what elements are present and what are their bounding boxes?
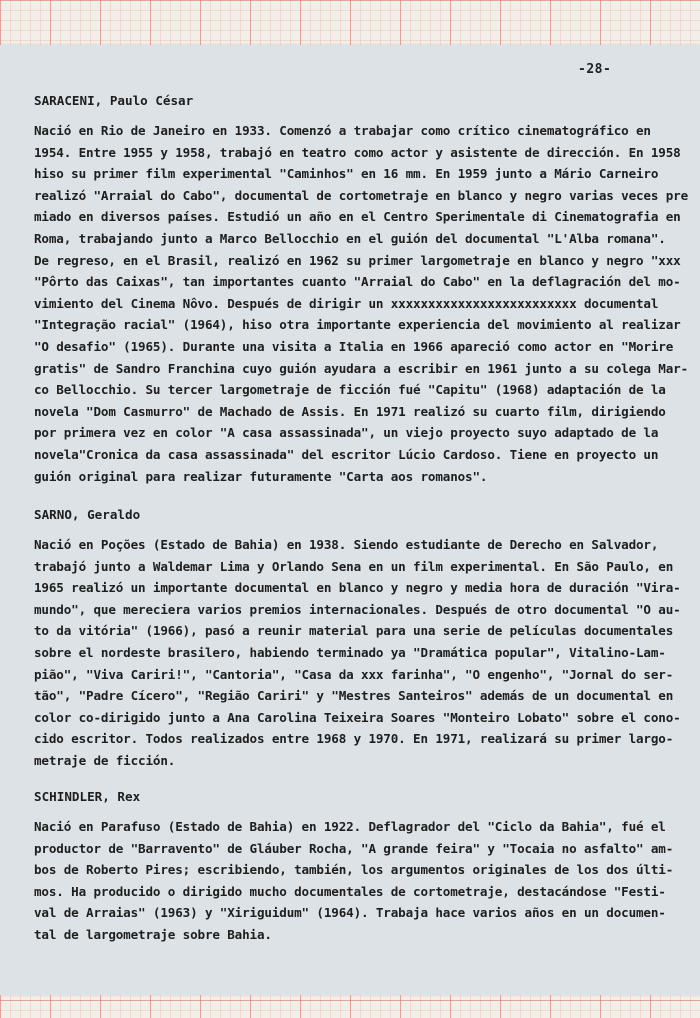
page-number: -28- <box>578 62 612 77</box>
entry-line: trabajó junto a Waldemar Lima y Orlando Sena en un film experimental. En São Paulo, en <box>34 558 674 574</box>
entry-line: pião", "Viva Cariri!", "Cantoria", "Casa da xxx farinha", "O engenho", "Jornal do ser- <box>34 666 674 682</box>
entry-line: Nació en Poções (Estado de Bahia) en 1938. Siendo estudiante de Derecho en Salvador, <box>34 537 659 552</box>
entry-line: tão", "Padre Cícero", "Região Cariri" y "Mestres Santeiros" además de un documental en <box>34 688 674 704</box>
entry-line: vimiento del Cinema Nôvo. Después de dirigir un xxxxxxxxxxxxxxxxxxxxxxxxx documental <box>34 295 659 311</box>
entry-line: Roma, trabajando junto a Marco Bellocchio en el guión del documental "L'Alba romana". <box>34 230 666 246</box>
entry-line: miado en diversos países. Estudió un año en el Centro Sperimentale di Cinematografia en <box>34 209 681 225</box>
entry-line: sobre el nordeste brasilero, habiendo terminado ya "Dramática popular", Vitalino-Lam- <box>34 644 666 660</box>
entry-line: Nació en Parafuso (Estado de Bahia) en 1922. Deflagrador del "Ciclo da Bahia", fué el <box>34 819 666 834</box>
entry-line: hiso su primer film experimental "Caminhos" en 16 mm. En 1959 junto a Mário Carneiro <box>34 166 659 182</box>
entry-name: SCHINDLER, Rex <box>34 789 141 804</box>
entry-line: 1965 realizó un importante documental en blanco y negro y media hora de duración "Vira- <box>34 580 681 596</box>
entry-line: bos de Roberto Pires; escribiendo, también, los argumentos originales de los dos últi- <box>34 862 674 878</box>
entry-line: 1954. Entre 1955 y 1958, trabajó en teatro como actor y asistente de dirección. En 1958 <box>34 144 681 160</box>
entry-line: guión original para realizar futuramente "Carta aos romanos". <box>34 468 488 484</box>
entry-schindler <box>34 786 690 946</box>
entry-line: "Integração racial" (1964), hiso otra importante experiencia del movimiento al realizar <box>34 317 681 333</box>
entry-line: co Bellocchio. Su tercer largometraje de ficción fué "Capitu" (1968) adaptación de la <box>34 382 666 398</box>
entry-line: De regreso, en el Brasil, realizó en 1962 su primer largometraje en blanco y negro "xxx <box>34 252 681 268</box>
entry-line: por primera vez en color "A casa assassinada", un viejo proyecto suyo adaptado de la <box>34 425 659 441</box>
entry-line: novela "Dom Casmurro" de Machado de Assis. En 1971 realizó su cuarto film, dirigiendo <box>34 403 666 419</box>
entry-line: cido escritor. Todos realizados entre 1968 y 1970. En 1971, realizará su primer largo- <box>34 731 674 747</box>
entry-line: metraje de ficción. <box>34 752 176 768</box>
entry-line: val de Arraias" (1963) y "Xiriguidum" (1964). Trabaja hace varios años en un documen- <box>34 905 666 921</box>
entry-sarno <box>34 504 690 772</box>
entry-line: tal de largometraje sobre Bahia. <box>34 926 272 942</box>
entry-line: color co-dirigido junto a Ana Carolina Teixeira Soares "Monteiro Lobato" sobre el cono- <box>34 709 681 725</box>
entry-line: realizó "Arraial do Cabo", documental de cortometraje en blanco y negro varias veces pre <box>34 187 689 203</box>
entry-line: mos. Ha producido o dirigido mucho documentales de cortometraje, destacándose "Festi- <box>34 883 666 899</box>
entry-name: SARNO, Geraldo <box>34 507 141 522</box>
entry-line: novela"Cronica da casa assassinada" del escritor Lúcio Cardoso. Tiene en proyecto un <box>34 446 659 462</box>
entry-line: "O desafio" (1965). Durante una visita a Italia en 1966 apareció como actor en "Morire <box>34 338 674 354</box>
entry-saraceni <box>34 90 690 487</box>
entry-line: "Pôrto das Caixas", tan importantes cuanto "Arraial do Cabo" en la deflagración del mo- <box>34 274 681 290</box>
entry-name: SARACENI, Paulo César <box>34 93 194 108</box>
entry-line: mundo", que mereciera varios premios internacionales. Después de otro documental "O au- <box>34 601 681 617</box>
entry-line: Nació en Rio de Janeiro en 1933. Comenzó a trabajar como crítico cinematográfico en <box>34 123 651 138</box>
entry-line: gratis" de Sandro Franchina cuyo guión ayudara a escribir en 1961 junto a su colega Mar- <box>34 360 689 376</box>
entry-line: productor de "Barravento" de Gláuber Rocha, "A grande feira" y "Tocaia no asfalto" am- <box>34 840 674 856</box>
entry-line: to da vitória" (1966), pasó a reunir material para una serie de películas documentales <box>34 623 674 639</box>
